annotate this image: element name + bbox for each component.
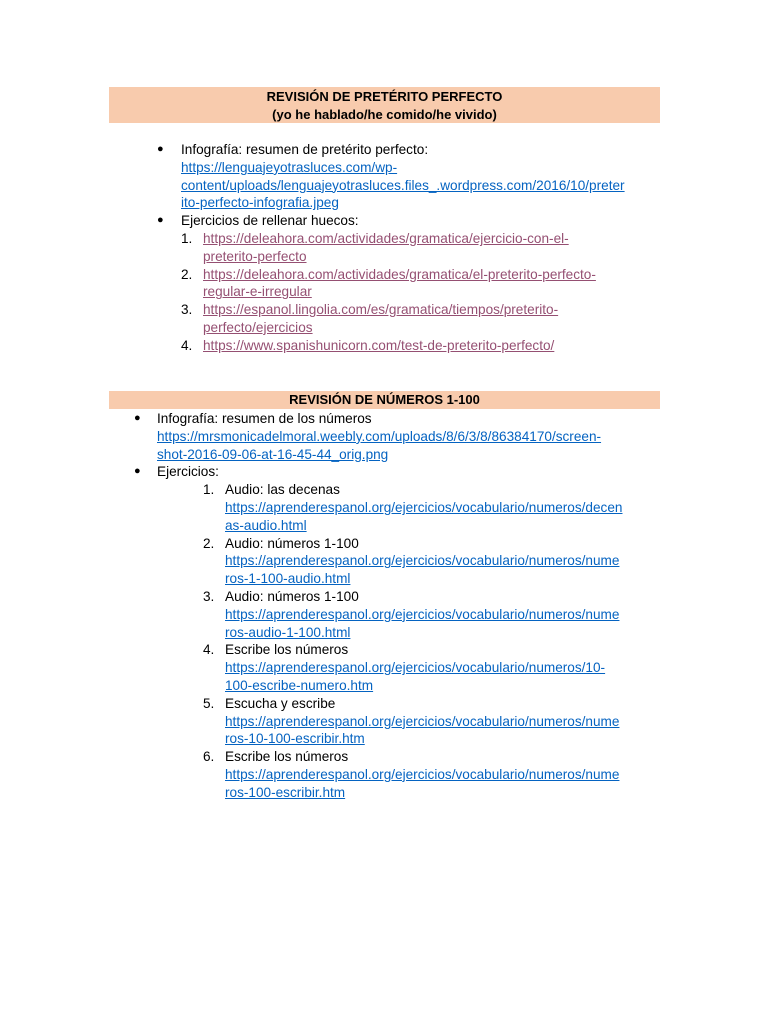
- ejercicios-label: Ejercicios:: [157, 464, 219, 480]
- list-item-infografia: [134, 410, 622, 428]
- infografia-link[interactable]: https://mrsmonicadelmoral.weebly.com/uploads/8/6/3/8/86384170/screen-: [157, 428, 602, 444]
- section-subtitle: (yo he hablado/he comido/he vivido): [272, 106, 497, 122]
- bullet-icon: ●: [134, 412, 141, 424]
- section-title: REVISIÓN DE NÚMEROS 1-100: [289, 392, 480, 407]
- infografia-link[interactable]: [181, 159, 625, 177]
- exercise-label: Escribe los números: [225, 749, 349, 765]
- exercise-link[interactable]: https://deleahora.com/actividades/gramatica/ejercicio-con-el-: [203, 230, 569, 246]
- bullet-icon: ●: [134, 465, 141, 478]
- bullet-icon: ●: [157, 214, 164, 227]
- exercise-label: Escucha y escribe: [225, 695, 336, 711]
- exercise-link[interactable]: https://aprenderespanol.org/ejercicios/vocabulario/numeros/nume: [225, 553, 620, 569]
- item-number: 2.: [181, 266, 193, 282]
- exercise-label: Audio: números 1-100: [225, 535, 359, 551]
- infografia-label: Infografía: resumen de los números: [157, 411, 372, 426]
- list-item-ejercicios: [157, 212, 625, 230]
- bullet-icon: ●: [157, 143, 164, 155]
- numbered-exercises: [157, 481, 622, 801]
- link-line[interactable]: ito-perfecto-infografia.jpeg: [181, 195, 339, 211]
- list-item-infografia: [157, 141, 625, 159]
- infografia-label: Infografía: resumen de pretérito perfecto:: [181, 142, 429, 157]
- exercise-link[interactable]: perfecto/ejercicios: [203, 319, 313, 335]
- item-number: 6.: [203, 749, 215, 765]
- exercise-link[interactable]: https://aprenderespanol.org/ejercicios/vocabulario/numeros/10-: [225, 660, 606, 676]
- item-number: 4.: [181, 337, 193, 353]
- item-number: 1.: [181, 230, 193, 246]
- exercise-item: [203, 481, 622, 499]
- ejercicios-label: Ejercicios de rellenar huecos:: [181, 213, 359, 229]
- exercise-link[interactable]: ros-10-100-escribir.htm: [225, 731, 365, 747]
- item-number: 3.: [181, 302, 193, 318]
- exercise-item: [203, 535, 622, 553]
- exercise-item: [203, 588, 622, 606]
- section-numeros-list: [134, 410, 623, 802]
- exercise-item: [203, 748, 622, 766]
- section-title: REVISIÓN DE PRETÉRITO PERFECTO: [266, 89, 503, 104]
- item-number: 1.: [203, 482, 215, 498]
- exercise-item: [203, 695, 622, 713]
- exercise-link[interactable]: https://aprenderespanol.org/ejercicios/vocabulario/numeros/decen: [225, 499, 623, 515]
- exercise-link[interactable]: ros-100-escribir.htm: [225, 784, 346, 800]
- list-item-ejercicios: [134, 463, 622, 481]
- exercise-link[interactable]: regular-e-irregular: [203, 284, 312, 300]
- exercise-link[interactable]: https://espanol.lingolia.com/es/gramatica/tiempos/preterito-: [203, 302, 559, 318]
- exercise-item: [203, 641, 622, 659]
- item-number: 4.: [203, 642, 215, 658]
- link-line[interactable]: https://lenguajeyotrasluces.com/wp-: [181, 159, 398, 175]
- item-number: 5.: [203, 695, 215, 711]
- section-heading-preterito: [109, 87, 660, 123]
- exercise-link[interactable]: preterito-perfecto: [203, 248, 307, 264]
- exercise-label: Escribe los números: [225, 642, 349, 658]
- exercise-link[interactable]: as-audio.html: [225, 517, 307, 533]
- exercise-label: Audio: números 1-100: [225, 588, 359, 604]
- exercise-item[interactable]: [181, 266, 625, 284]
- exercise-item[interactable]: [181, 337, 625, 355]
- exercise-item[interactable]: [181, 230, 625, 248]
- exercise-label: Audio: las decenas: [225, 482, 340, 498]
- section-preterito-list: [157, 141, 625, 355]
- infografia-link[interactable]: shot-2016-09-06-at-16-45-44_orig.png: [157, 446, 389, 462]
- exercise-link[interactable]: https://aprenderespanol.org/ejercicios/vocabulario/numeros/nume: [225, 766, 620, 782]
- exercise-link[interactable]: ros-audio-1-100.html: [225, 624, 351, 640]
- exercise-link[interactable]: ros-1-100-audio.html: [225, 571, 351, 587]
- exercise-link[interactable]: https://deleahora.com/actividades/gramatica/el-preterito-perfecto-: [203, 266, 596, 282]
- exercise-link[interactable]: https://www.spanishunicorn.com/test-de-preterito-perfecto/: [203, 337, 555, 353]
- exercise-link[interactable]: https://aprenderespanol.org/ejercicios/vocabulario/numeros/nume: [225, 606, 620, 622]
- exercise-item[interactable]: [181, 301, 625, 319]
- item-number: 2.: [203, 535, 215, 551]
- item-number: 3.: [203, 588, 215, 604]
- section-heading-numeros: [109, 391, 660, 409]
- link-line[interactable]: content/uploads/lenguajeyotrasluces.files_.wordpress.com/2016/10/preter: [181, 177, 625, 193]
- exercise-link[interactable]: https://aprenderespanol.org/ejercicios/vocabulario/numeros/nume: [225, 713, 620, 729]
- exercise-link[interactable]: 100-escribe-numero.htm: [225, 677, 374, 693]
